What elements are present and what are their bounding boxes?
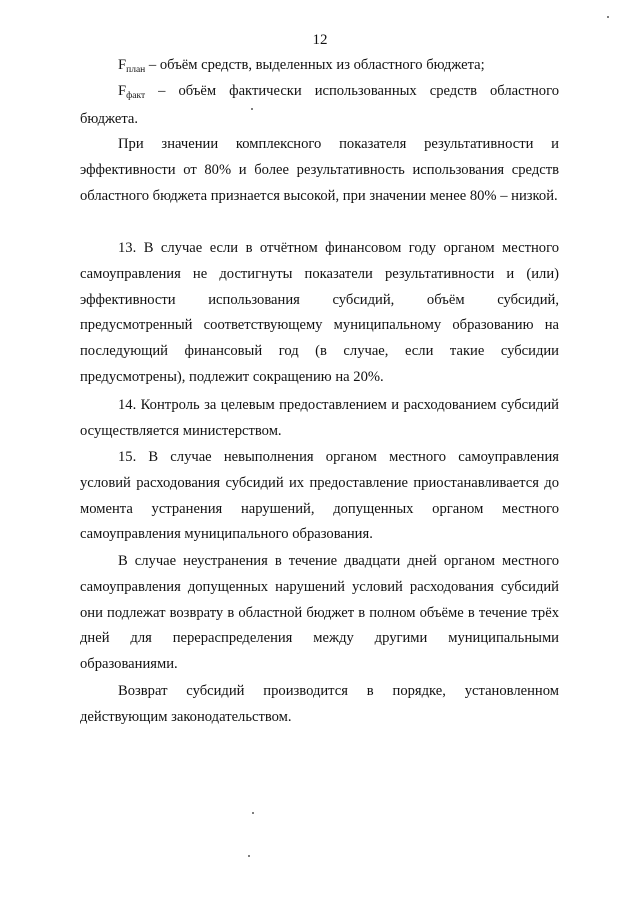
scan-speck <box>607 16 609 18</box>
paragraph-14: 14. Контроль за целевым предоставлением и расходованием субсидий осуществляется министерством. <box>80 397 559 439</box>
legend-fact-symbol: F <box>118 83 127 99</box>
paragraph-efficiency: При значении комплексного показателя результативности и эффективности от 80% и более результативность использования средств областного бюджета признается высокой, при значении менее 80% – низкой. <box>80 136 559 204</box>
legend-fact-subscript: факт <box>126 91 146 101</box>
legend-plan-subscript: план <box>126 65 146 75</box>
legend-plan-text: – объём средств, выделенных из областного бюджета; <box>145 57 485 73</box>
scan-speck <box>252 812 254 814</box>
paragraph-return-procedure: Возврат субсидий производится в порядке, установленном действующим законодательством. <box>80 683 559 725</box>
legend-fact-text: – объём фактически использованных средств областного бюджета. <box>80 83 559 127</box>
legend-plan-symbol: F <box>118 57 127 73</box>
page-number: 12 <box>312 32 328 48</box>
scan-speck <box>251 108 253 110</box>
paragraph-return-obligation: В случае неустранения в течение двадцати дней органом местного самоуправления допущенных нарушений условий расходования субсидий они подлежат возврату в областной бюджет в полном объёме в течение трёх дней для перераспределения между другими муниципальными образованиями. <box>80 553 559 673</box>
paragraph-15: 15. В случае невыполнения органом местного самоуправления условий расходования субсидий их предоставление приостанавливается до момента устранения нарушений, допущенных органом местного самоуправления муниципального образования. <box>80 449 559 543</box>
legend-plan <box>80 53 559 81</box>
legend-fact <box>80 79 559 133</box>
paragraph-13: 13. В случае если в отчётном финансовом году органом местного самоуправления не достигнуты показатели результативности и (или) эффективности использования субсидий, объём субсидий, предусмотренный соответствующему муниципальному образованию на последующий финансовый год (в случае, если такие субсидии предусмотрены), подлежит сокращению на 20%. <box>80 240 559 385</box>
scan-speck <box>248 855 250 857</box>
